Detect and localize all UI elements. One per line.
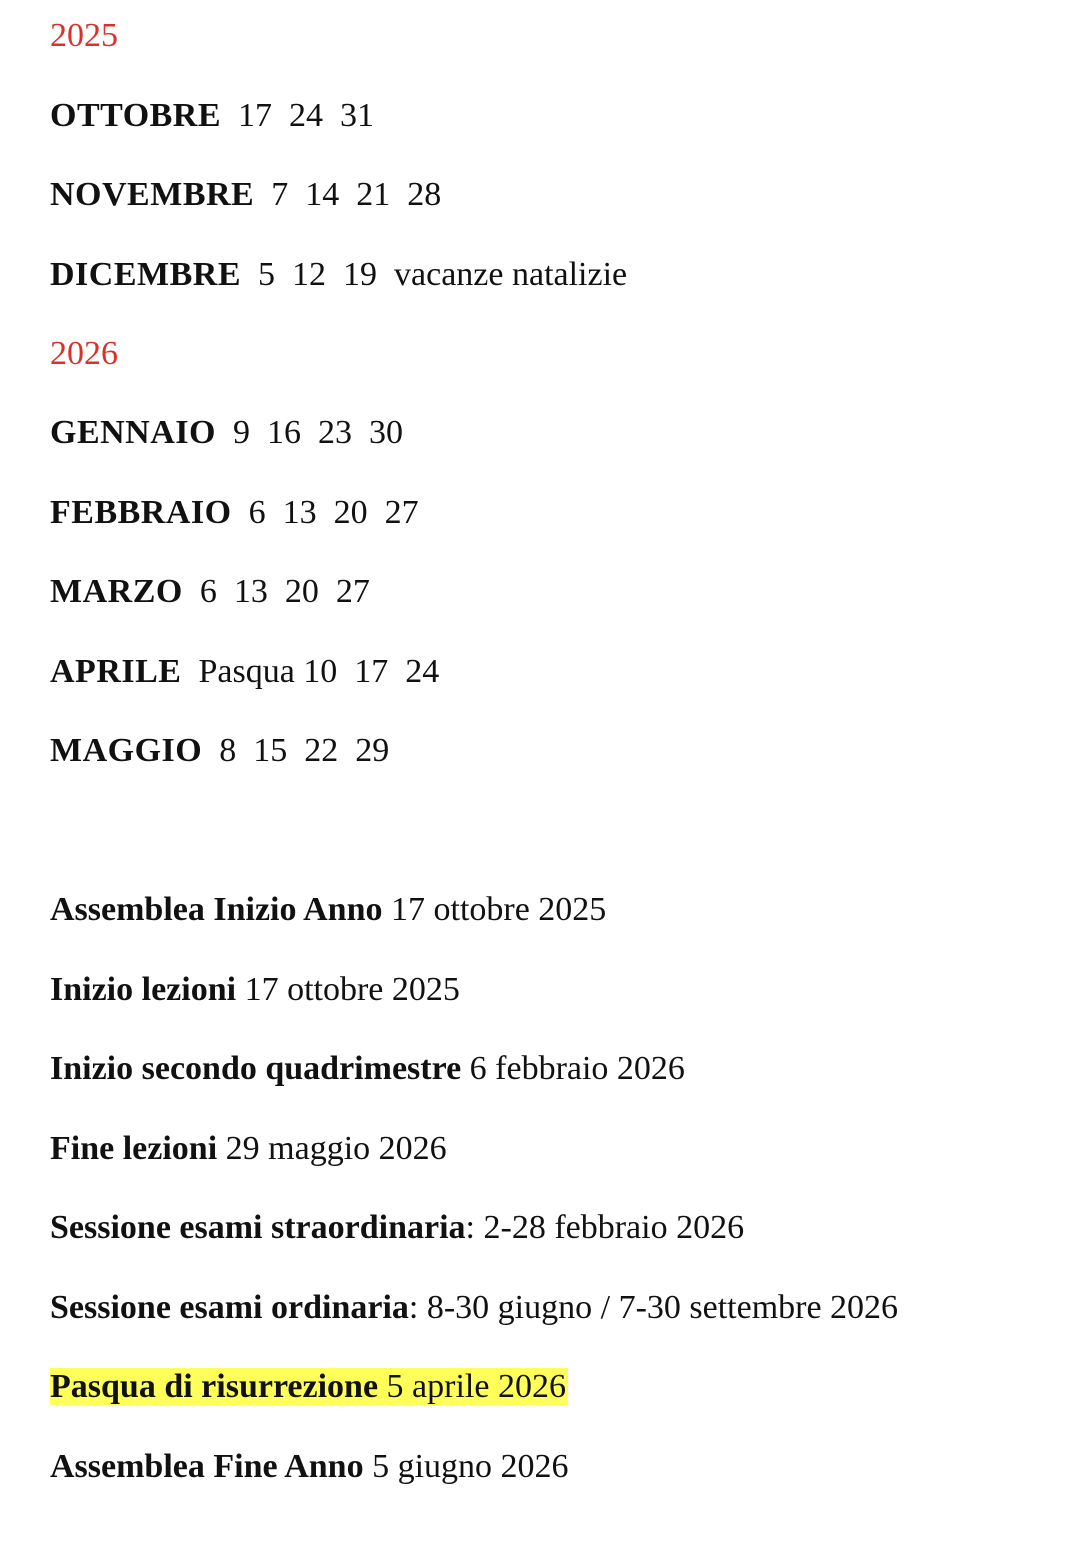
event-assemblea-inizio-anno [50,890,606,930]
event-value: 8-30 giugno / 7-30 settembre 2026 [426,1289,899,1326]
month-name: MAGGIO [50,732,203,769]
highlighted-text [50,1368,568,1405]
event-pasqua-di-risurrezione [50,1367,568,1407]
event-label: Sessione esami ordinaria [50,1289,409,1326]
event-assemblea-fine-anno [50,1447,569,1487]
month-days: Pasqua 10 17 24 [181,653,440,690]
month-row-novembre [50,175,441,215]
month-row-maggio [50,731,389,771]
event-inizio-lezioni [50,970,460,1010]
event-label: Sessione esami straordinaria [50,1209,466,1246]
event-separator [378,1368,387,1405]
month-days: 7 14 21 28 [254,176,442,213]
event-value: 2-28 febbraio 2026 [483,1209,745,1246]
month-name: GENNAIO [50,414,216,451]
year-heading-2025: 2025 [50,17,118,54]
event-label: Assemblea Inizio Anno [50,891,383,928]
month-row-gennaio [50,413,403,453]
event-separator [236,971,245,1008]
event-label: Inizio secondo quadrimestre [50,1050,462,1087]
event-value: 6 febbraio 2026 [469,1050,685,1087]
month-row-ottobre [50,96,374,136]
event-value: 5 aprile 2026 [386,1368,566,1405]
month-name: NOVEMBRE [50,176,255,213]
month-days: 8 15 22 29 [202,732,390,769]
event-sessione-esami-ordinaria [50,1288,898,1328]
month-name: MARZO [50,573,183,610]
event-separator [217,1130,226,1167]
year-heading-2026: 2026 [50,335,118,372]
event-label: Inizio lezioni [50,971,237,1008]
event-label: Assemblea Fine Anno [50,1448,364,1485]
month-days: 9 16 23 30 [215,414,403,451]
event-value: 5 giugno 2026 [372,1448,569,1485]
event-separator [383,891,392,928]
month-name: FEBBRAIO [50,494,232,531]
month-row-febbraio [50,493,419,533]
month-days: 6 13 20 27 [182,573,370,610]
month-days: 17 24 31 [221,97,375,134]
month-row-aprile [50,652,439,692]
month-days: 5 12 19 vacanze natalizie [241,256,628,293]
event-value: 17 ottobre 2025 [244,971,460,1008]
month-days: 6 13 20 27 [231,494,419,531]
month-row-marzo [50,572,370,612]
event-sessione-esami-straordinaria [50,1208,744,1248]
event-separator [461,1050,470,1087]
event-fine-lezioni [50,1129,447,1169]
event-separator: : [408,1289,427,1326]
month-name: DICEMBRE [50,256,242,293]
event-value: 17 ottobre 2025 [391,891,607,928]
event-label: Pasqua di risurrezione [50,1368,379,1405]
month-name: OTTOBRE [50,97,222,134]
month-row-dicembre [50,255,627,295]
event-separator: : [465,1209,484,1246]
event-label: Fine lezioni [50,1130,218,1167]
event-inizio-secondo-quadrimestre [50,1049,685,1089]
event-value: 29 maggio 2026 [225,1130,447,1167]
event-separator [364,1448,373,1485]
month-name: APRILE [50,653,182,690]
